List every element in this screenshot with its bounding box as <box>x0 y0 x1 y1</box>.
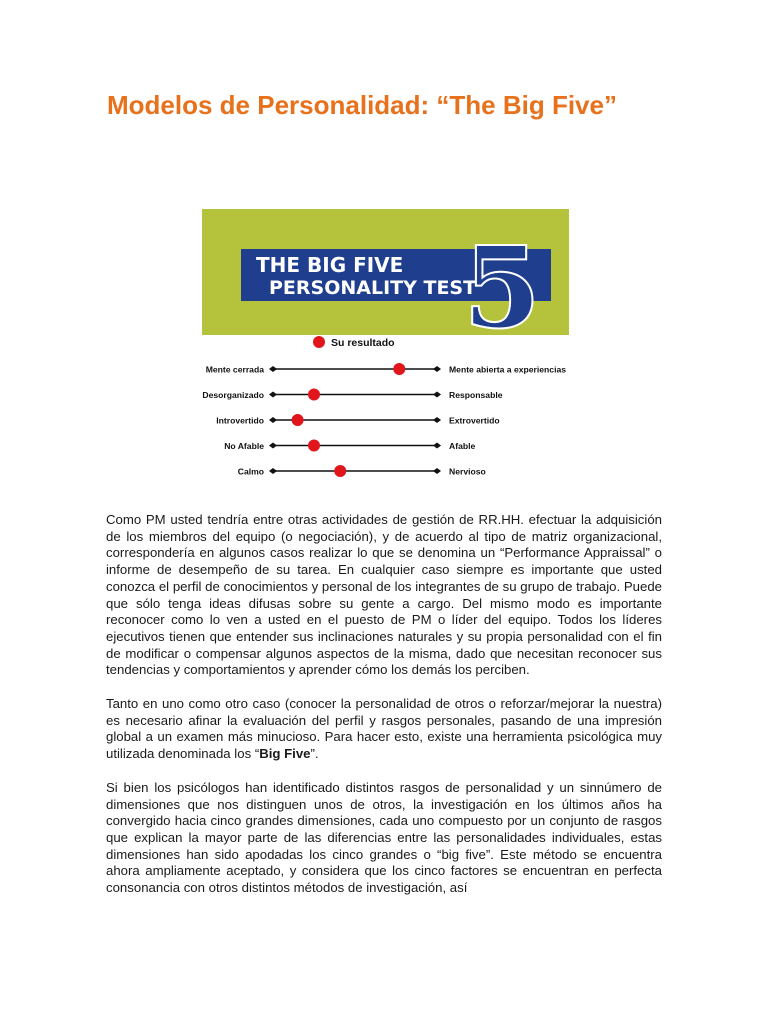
banner-title-line1: THE BIG FIVE <box>256 253 404 277</box>
legend-marker-icon <box>313 336 325 348</box>
big-five-figure <box>202 209 569 495</box>
scale-right-label: Afable <box>449 441 476 451</box>
paragraph-2-text: Tanto en uno como otro caso (conocer la personalidad de otros o reforzar/mejorar la nuestra) es necesario afinar la evaluación del perfil y rasgos personales, pasando de una impresión global a un examen más minucioso. Para hacer esto, existe una herramienta psicológica muy utilizada denominada los “ <box>106 696 662 762</box>
scale-left-end <box>269 443 277 449</box>
scale-left-end <box>269 392 277 398</box>
scale-right-end <box>433 468 441 474</box>
scale-right-label: Responsable <box>449 390 503 400</box>
scales-group <box>202 363 566 477</box>
scale-left-label: Mente cerrada <box>205 364 264 375</box>
scale-row <box>206 363 567 375</box>
scale-left-label: Calmo <box>237 466 264 477</box>
scale-right-label: Extrovertido <box>449 415 500 426</box>
scale-left-label: Desorganizado <box>202 390 264 400</box>
scale-right-end <box>433 443 441 449</box>
paragraph-1: Como PM usted tendría entre otras actividades de gestión de RR.HH. efectuar la adquisición de los miembros del equipo (o negociación), y de acuerdo al tipo de matriz organizacional, correspondería en algunos casos realizar lo que se denomina un “Performance Appraissal” o informe de desempeño de su tarea. En cualquier caso siempre es importante que usted conozca el perfil de conocimientos y personal de los integrantes de su grupo de trabajo. Puede que sólo tenga ideas difusas sobre su gente a cargo. Del mismo modo es importante reconocer como lo ven a usted en el puesto de PM o líder del equipo. Todos los líderes ejecutivos tienen que entender sus inclinaciones naturales y su propia personalidad con el fin de modificar o compensar algunos aspectos de la misma, dado que necesitan reconocer sus tendencias y comportamientos y aprender cómo los demás los perciben. <box>106 512 662 678</box>
scale-result-marker <box>334 465 346 477</box>
scale-right-end <box>433 366 441 372</box>
paragraph-3: Si bien los psicólogos han identificado distintos rasgos de personalidad y un sinnúmero de dimensiones que nos distinguen unos de otros, la investigación en los últimos años ha convergido hacia cinco grandes dimensiones, cada uno compuesto por un conjunto de rasgos que explican la mayor parte de las diferencias entre las personalidades individuales, estas dimensiones han sido apodadas los cinco grandes o “big five”. Este método se encuentra ahora ampliamente aceptado, y considera que los cinco factores se encuentran en perfecta consonancia con otros distintos métodos de investigación, así <box>106 779 662 896</box>
article-body <box>106 512 662 914</box>
paragraph-2 <box>106 696 662 763</box>
scale-row <box>202 389 502 401</box>
badge-number: 5 <box>463 223 541 354</box>
scale-left-end <box>269 417 277 423</box>
scale-row <box>216 414 499 426</box>
big-five-graphic <box>202 209 569 495</box>
scale-row <box>238 465 486 477</box>
paragraph-2-end: ”. <box>310 746 319 762</box>
scale-right-end <box>433 392 441 398</box>
scale-left-end <box>269 468 277 474</box>
scale-left-label: Introvertido <box>216 415 264 426</box>
scale-left-label: No Afable <box>224 441 264 451</box>
banner-title-line2: PERSONALITY TEST <box>269 277 477 299</box>
scale-result-marker <box>308 389 320 401</box>
scale-right-end <box>433 417 441 423</box>
legend-label: Su resultado <box>331 337 395 349</box>
scale-result-marker <box>308 440 320 452</box>
scale-left-end <box>269 366 277 372</box>
scale-row <box>224 440 475 452</box>
page-title: Modelos de Personalidad: “The Big Five” <box>107 90 617 120</box>
scale-right-label: Mente abierta a experiencias <box>449 364 567 375</box>
scale-right-label: Nervioso <box>449 466 486 477</box>
big-five-term: Big Five <box>259 746 311 762</box>
scale-result-marker <box>393 363 405 375</box>
scale-result-marker <box>292 414 304 426</box>
